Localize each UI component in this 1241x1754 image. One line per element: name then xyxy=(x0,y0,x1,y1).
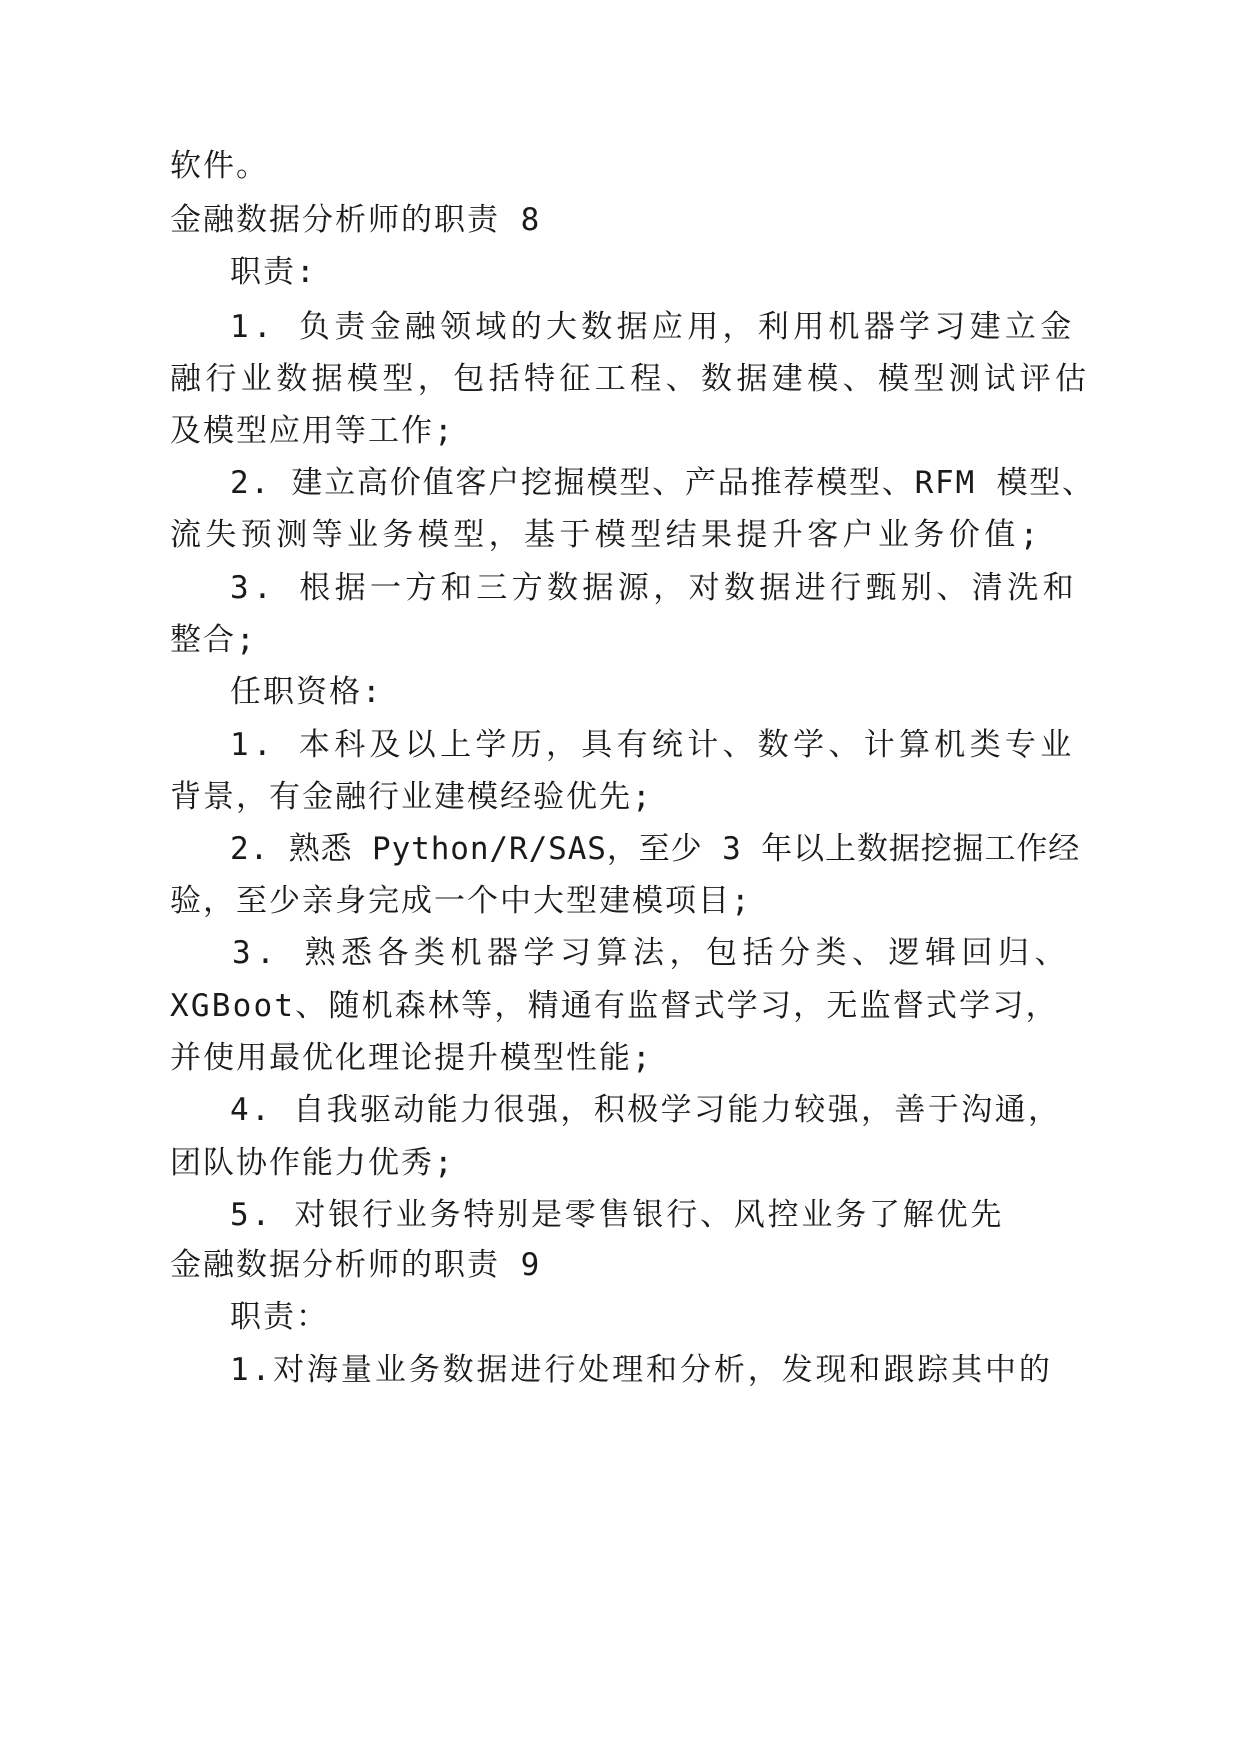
section-heading: 金融数据分析师的职责 9 xyxy=(170,1247,542,1283)
text-line: 软件。 xyxy=(170,148,269,184)
subheading: 职责: xyxy=(230,254,317,290)
text-line: 背景，有金融行业建模经验优先; xyxy=(170,779,653,815)
subheading: 职责： xyxy=(230,1299,329,1335)
text-line: 流失预测等业务模型，基于模型结果提升客户业务价值; xyxy=(170,517,1043,553)
text-line: XGBoot、随机森林等，精通有监督式学习，无监督式学习， xyxy=(170,988,1059,1024)
list-item: 5. 对银行业务特别是零售银行、风控业务了解优先 xyxy=(230,1197,1005,1233)
section-heading: 金融数据分析师的职责 8 xyxy=(170,202,542,238)
list-item: 3. 根据一方和三方数据源，对数据进行甄别、清洗和 xyxy=(230,570,1078,606)
text-line: 整合; xyxy=(170,622,257,658)
list-item: 1.对海量业务数据进行处理和分析，发现和跟踪其中的 xyxy=(230,1352,1053,1388)
list-item: 2. 建立高价值客户挖掘模型、产品推荐模型、RFM 模型、 xyxy=(230,465,1095,501)
text-line: 并使用最优化理论提升模型性能; xyxy=(170,1040,653,1076)
text-line: 融行业数据模型，包括特征工程、数据建模、模型测试评估 xyxy=(170,361,1091,397)
list-item: 3. 熟悉各类机器学习算法，包括分类、逻辑回归、 xyxy=(232,935,1071,971)
list-item: 1. 负责金融领域的大数据应用，利用机器学习建立金 xyxy=(230,309,1076,345)
list-item: 2. 熟悉 Python/R/SAS，至少 3 年以上数据挖掘工作经 xyxy=(230,831,1081,867)
list-item: 4. 自我驱动能力很强，积极学习能力较强，善于沟通， xyxy=(230,1092,1062,1128)
text-line: 团队协作能力优秀; xyxy=(170,1145,455,1181)
text-line: 及模型应用等工作; xyxy=(170,413,455,449)
list-item: 1. 本科及以上学历，具有统计、数学、计算机类专业 xyxy=(230,727,1076,763)
text-line: 验，至少亲身完成一个中大型建模项目; xyxy=(170,883,752,919)
subheading: 任职资格: xyxy=(230,674,383,710)
